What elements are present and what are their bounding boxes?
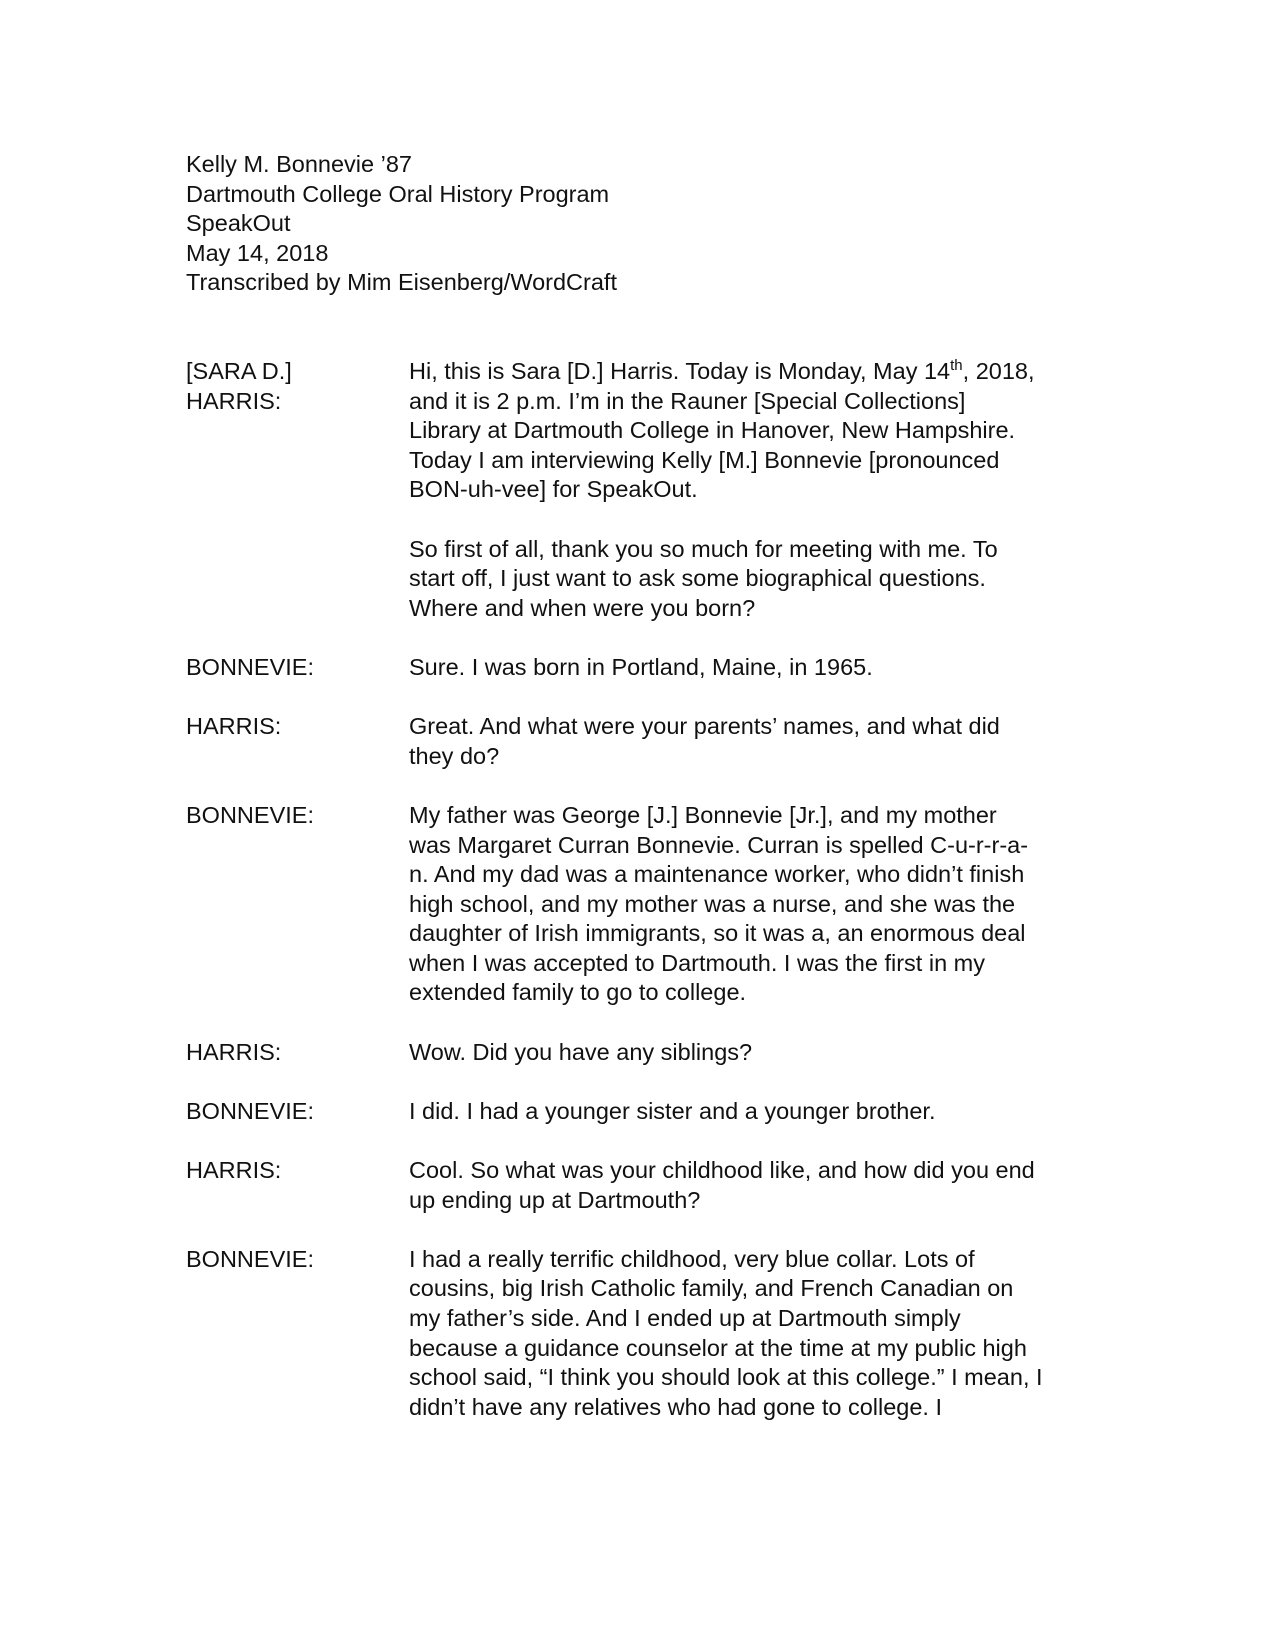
speech-text bbox=[409, 1245, 1079, 1423]
speech-line: My father was George [J.] Bonnevie [Jr.], and my mother bbox=[409, 801, 997, 828]
speech-line: because a guidance counselor at the time at my public high bbox=[409, 1334, 1027, 1361]
speech-line: school said, “I think you should look at this college.” I mean, I bbox=[409, 1364, 1043, 1391]
speech-line: didn’t have any relatives who had gone to college. I bbox=[409, 1393, 943, 1420]
speech-line: cousins, big Irish Catholic family, and French Canadian on bbox=[409, 1275, 1014, 1302]
speaker-label: HARRIS: bbox=[186, 1038, 282, 1065]
speech-fragment: Hi, this is Sara [D.] Harris. Today is Monday, May 14 bbox=[409, 358, 951, 384]
document-header bbox=[186, 150, 617, 298]
speech-paragraph bbox=[409, 535, 1079, 624]
transcript-entry bbox=[186, 712, 1086, 771]
speaker-label: HARRIS: bbox=[186, 1157, 282, 1184]
speech-text bbox=[409, 1038, 1079, 1068]
speech-line bbox=[409, 357, 1079, 387]
speech-line: up ending up at Dartmouth? bbox=[409, 1186, 701, 1213]
speaker-label-line: HARRIS: bbox=[186, 387, 282, 414]
speech-line: and it is 2 p.m. I’m in the Rauner [Special Collections] bbox=[409, 387, 966, 414]
speech-line: Cool. So what was your childhood like, and how did you end bbox=[409, 1157, 1035, 1184]
transcript-entry bbox=[186, 1245, 1086, 1423]
interviewee-line: Kelly M. Bonnevie ’87 bbox=[186, 151, 412, 177]
speech-line: Great. And what were your parents’ names, and what did bbox=[409, 713, 1000, 740]
transcript-entry bbox=[186, 1097, 1086, 1127]
speaker-label: BONNEVIE: bbox=[186, 1245, 314, 1272]
speech-paragraph bbox=[409, 357, 1079, 505]
series-line: SpeakOut bbox=[186, 210, 291, 237]
speech-line: Wow. Did you have any siblings? bbox=[409, 1038, 753, 1065]
speaker-label-line: [SARA D.] bbox=[186, 358, 292, 384]
speech-line: start off, I just want to ask some biographical questions. bbox=[409, 565, 986, 592]
speech-text bbox=[409, 357, 1079, 623]
speech-line: my father’s side. And I ended up at Dartmouth simply bbox=[409, 1305, 961, 1331]
speech-fragment: , 2018, bbox=[962, 358, 1035, 384]
speech-line: extended family to go to college. bbox=[409, 979, 747, 1006]
speaker-label: BONNEVIE: bbox=[186, 653, 314, 680]
transcript-entry bbox=[186, 801, 1086, 1008]
speaker-label bbox=[186, 357, 409, 623]
speech-line: Today I am interviewing Kelly [M.] Bonnevie [pronounced bbox=[409, 446, 1000, 473]
speech-line: BON-uh-vee] for SpeakOut. bbox=[409, 476, 698, 503]
date-line: May 14, 2018 bbox=[186, 239, 329, 266]
speech-text bbox=[409, 1156, 1079, 1215]
speech-text bbox=[409, 1097, 1079, 1127]
transcript-entry bbox=[186, 653, 1086, 683]
speech-line: n. And my dad was a maintenance worker, who didn’t finish bbox=[409, 861, 1025, 888]
transcript-entry bbox=[186, 1038, 1086, 1068]
speech-line: Sure. I was born in Portland, Maine, in 1965. bbox=[409, 653, 873, 680]
transcriber-line: Transcribed by Mim Eisenberg/WordCraft bbox=[186, 269, 617, 296]
speech-line: I had a really terrific childhood, very blue collar. Lots of bbox=[409, 1245, 975, 1272]
transcript bbox=[186, 357, 1086, 1452]
program-line: Dartmouth College Oral History Program bbox=[186, 180, 610, 207]
speaker-label: HARRIS: bbox=[186, 713, 282, 740]
speech-line: when I was accepted to Dartmouth. I was the first in my bbox=[409, 949, 985, 976]
speech-text bbox=[409, 712, 1079, 771]
speech-line: high school, and my mother was a nurse, and she was the bbox=[409, 890, 1016, 917]
speech-line: Library at Dartmouth College in Hanover, New Hampshire. bbox=[409, 417, 1016, 444]
speaker-label: BONNEVIE: bbox=[186, 1097, 314, 1124]
speech-line: So first of all, thank you so much for meeting with me. To bbox=[409, 535, 998, 562]
speech-line: daughter of Irish immigrants, so it was a, an enormous deal bbox=[409, 920, 1026, 947]
speech-text bbox=[409, 653, 1079, 683]
ordinal-suffix: th bbox=[950, 357, 963, 374]
transcript-entry bbox=[186, 1156, 1086, 1215]
speech-text bbox=[409, 801, 1079, 1008]
transcript-entry bbox=[186, 357, 1086, 623]
speaker-label: BONNEVIE: bbox=[186, 801, 314, 828]
speech-line: was Margaret Curran Bonnevie. Curran is spelled C-u-r-r-a- bbox=[409, 831, 1029, 858]
speech-line: I did. I had a younger sister and a younger brother. bbox=[409, 1097, 936, 1124]
speech-line: they do? bbox=[409, 742, 500, 769]
speech-line: Where and when were you born? bbox=[409, 594, 756, 621]
